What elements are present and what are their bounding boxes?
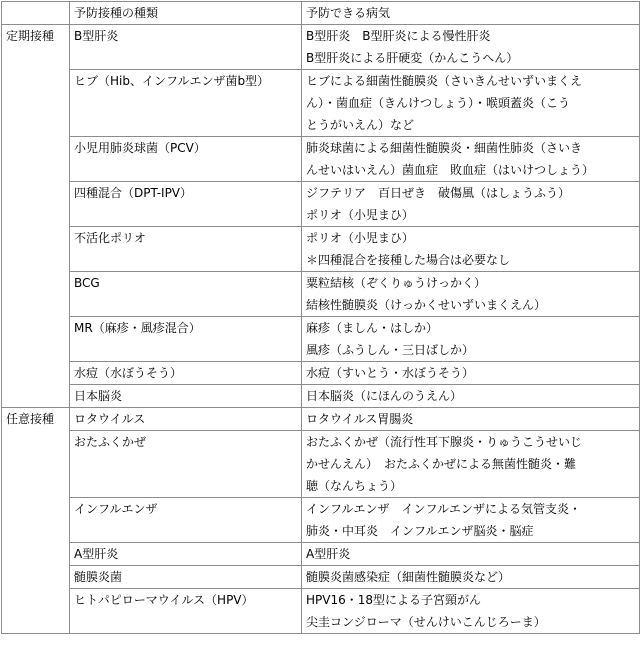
- vaccine-name-cell: 小児用肺炎球菌（PCV）: [70, 137, 302, 182]
- vaccine-name-cell: ヒブ（Hib、インフルエンザ菌b型）: [70, 70, 302, 137]
- disease-line: おたふくかぜ（流行性耳下腺炎・りゅうこうせいじ: [306, 435, 583, 449]
- table-row: [2, 543, 640, 566]
- vaccine-name-cell: おたふくかぜ: [70, 431, 302, 498]
- disease-cell: [302, 431, 640, 498]
- vaccine-name-cell: MR（麻疹・風疹混合）: [70, 317, 302, 362]
- table-row: [2, 227, 640, 272]
- disease-cell: [302, 589, 640, 634]
- table-row: [2, 498, 640, 543]
- disease-line: 粟粒結核（ぞくりゅうけっかく）: [306, 276, 487, 290]
- vaccine-name-cell: 不活化ポリオ: [70, 227, 302, 272]
- vaccine-name-cell: 日本脳炎: [70, 385, 302, 408]
- table-row: [2, 566, 640, 589]
- header-preventable-disease: 予防できる病気: [302, 2, 640, 25]
- table-row: [2, 589, 640, 634]
- vaccine-name-cell: A型肝炎: [70, 543, 302, 566]
- disease-line: んせいはいえん）菌血症 敗血症（はいけつしょう）: [306, 163, 595, 177]
- disease-cell: [302, 408, 640, 431]
- vaccine-name-cell: 水痘（水ぼうそう）: [70, 362, 302, 385]
- disease-line: ポリオ（小児まひ）: [306, 208, 414, 222]
- disease-line: 肺炎球菌による細菌性髄膜炎・細菌性肺炎（さいき: [306, 141, 583, 155]
- disease-cell: [302, 25, 640, 70]
- disease-line: 日本脳炎（にほんのうえん）: [306, 389, 463, 403]
- disease-line: HPV16・18型による子宮頸がん: [306, 593, 482, 607]
- vaccine-name-cell: 四種混合（DPT-IPV）: [70, 182, 302, 227]
- disease-line: 尖圭コンジローマ（せんけいこんじろーま）: [306, 615, 546, 629]
- disease-line: ロタウイルス胃腸炎: [306, 412, 414, 426]
- table-row: [2, 362, 640, 385]
- disease-line: ポリオ（小児まひ）: [306, 231, 414, 245]
- vaccine-name-cell: B型肝炎: [70, 25, 302, 70]
- vaccine-name-cell: 髄膜炎菌: [70, 566, 302, 589]
- disease-cell: [302, 543, 640, 566]
- disease-line: ジフテリア 百日ぜき 破傷風（はしょうふう）: [306, 186, 571, 200]
- disease-line: 麻疹（ましん・はしか）: [306, 321, 439, 335]
- disease-cell: [302, 182, 640, 227]
- disease-cell: [302, 566, 640, 589]
- disease-cell: [302, 498, 640, 543]
- disease-line: ＊四種混合を接種した場合は必要なし: [306, 253, 511, 267]
- table-row: [2, 137, 640, 182]
- disease-line: ヒブによる細菌性髄膜炎（さいきんせいずいまくえ: [306, 74, 583, 88]
- category-cell: 任意接種: [2, 408, 70, 634]
- disease-line: インフルエンザ インフルエンザによる気管支炎・: [306, 502, 582, 516]
- disease-cell: [302, 227, 640, 272]
- disease-cell: [302, 317, 640, 362]
- table-row: [2, 182, 640, 227]
- table-row: [2, 385, 640, 408]
- disease-cell: [302, 70, 640, 137]
- disease-line: 肺炎・中耳炎 インフルエンザ脳炎・脳症: [306, 524, 534, 538]
- header-category: [2, 2, 70, 25]
- vaccine-name-cell: ロタウイルス: [70, 408, 302, 431]
- table-row: [2, 70, 640, 137]
- disease-cell: [302, 272, 640, 317]
- disease-cell: [302, 362, 640, 385]
- table-row: [2, 431, 640, 498]
- disease-cell: [302, 137, 640, 182]
- disease-line: 髄膜炎菌感染症（細菌性髄膜炎など）: [306, 570, 511, 584]
- header-row: [2, 2, 640, 25]
- disease-line: A型肝炎: [306, 547, 351, 561]
- disease-line: とうがいえん）など: [306, 118, 415, 132]
- table-body: [2, 25, 640, 634]
- table-row: [2, 272, 640, 317]
- table-row: [2, 25, 640, 70]
- vaccine-name-cell: ヒトパピローマウイルス（HPV）: [70, 589, 302, 634]
- disease-line: 風疹（ふうしん・三日ばしか）: [306, 343, 475, 357]
- disease-line: B型肝炎による肝硬変（かんこうへん）: [306, 51, 519, 65]
- disease-line: 聴（なんちょう）: [306, 479, 403, 493]
- disease-cell: [302, 385, 640, 408]
- vaccination-table: [1, 1, 640, 634]
- table-row: [2, 317, 640, 362]
- table-row: [2, 408, 640, 431]
- disease-line: B型肝炎 B型肝炎による慢性肝炎: [306, 29, 491, 43]
- disease-line: ん）・菌血症（きんけつしょう）・喉頭蓋炎（こう: [306, 96, 571, 110]
- vaccine-name-cell: インフルエンザ: [70, 498, 302, 543]
- disease-line: かせんえん） おたふくかぜによる無菌性髄炎・難: [306, 457, 577, 471]
- disease-line: 結核性髄膜炎（けっかくせいずいまくえん）: [306, 298, 547, 312]
- vaccine-name-cell: BCG: [70, 272, 302, 317]
- disease-line: 水痘（すいとう・水ぼうそう）: [306, 366, 475, 380]
- header-vaccine-type: 予防接種の種類: [70, 2, 302, 25]
- category-cell: 定期接種: [2, 25, 70, 408]
